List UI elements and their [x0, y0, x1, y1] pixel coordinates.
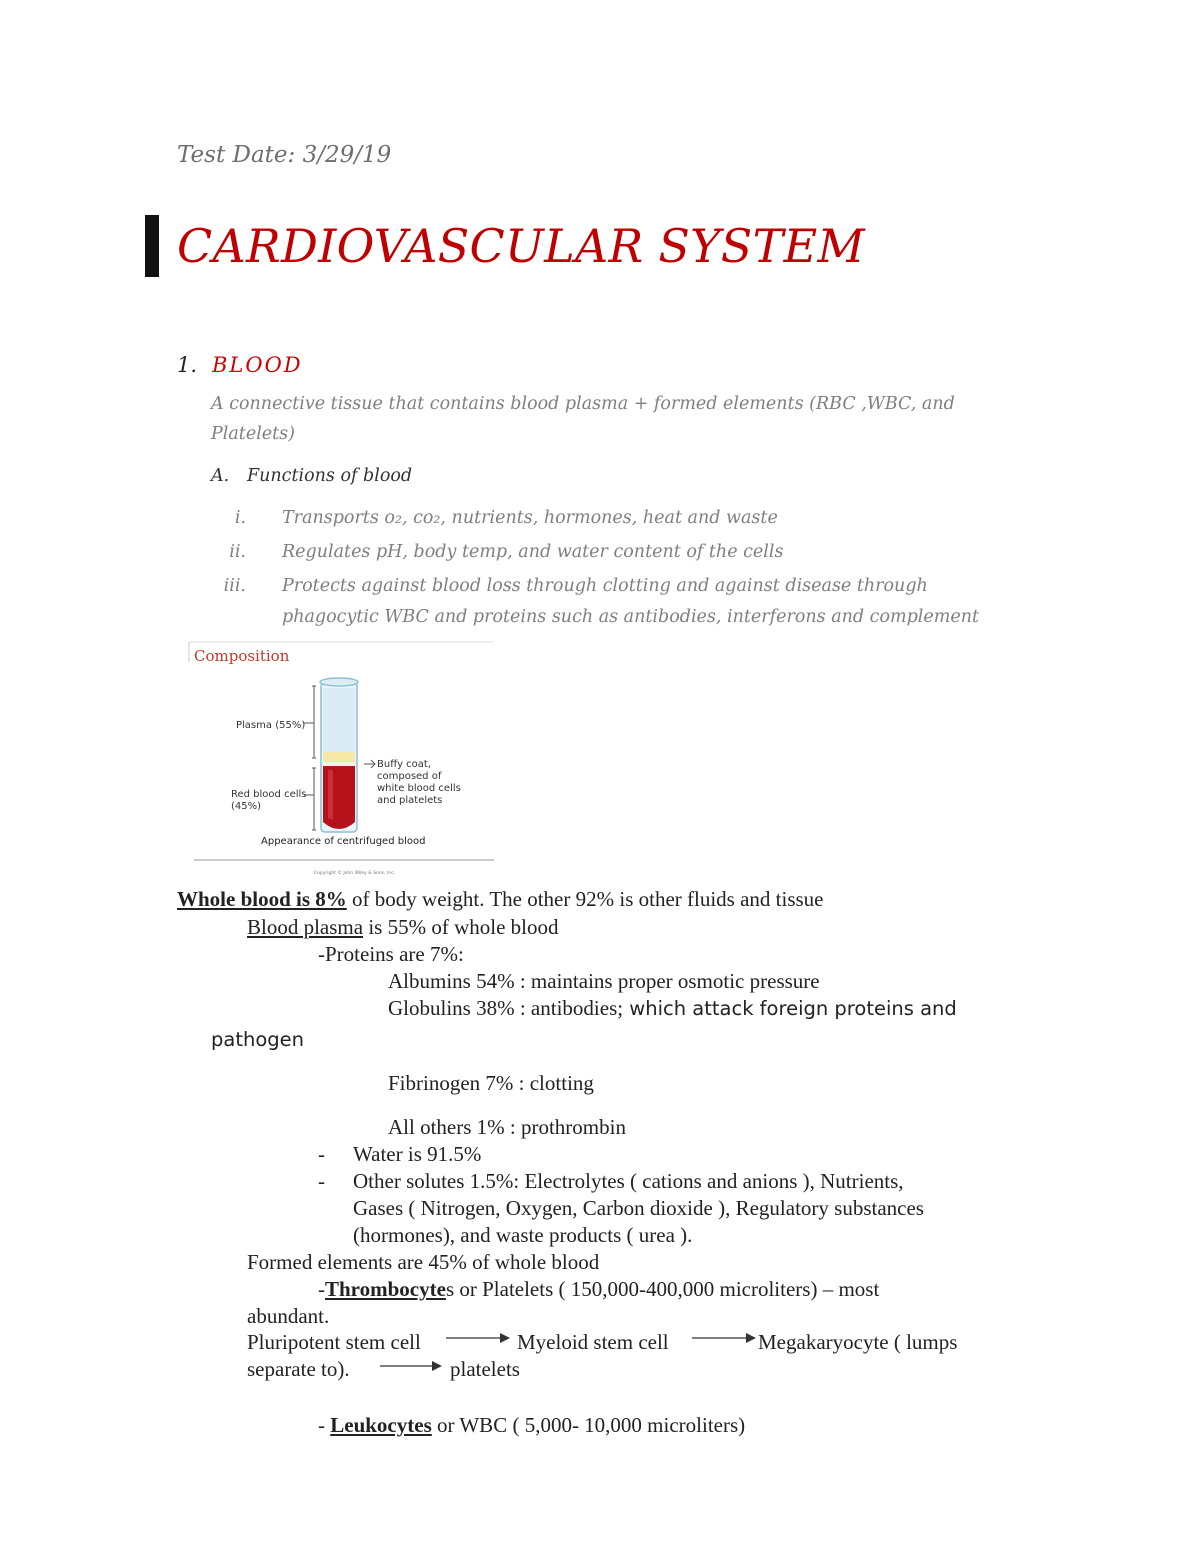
- whole-blood-emphasis: Whole blood is 8%: [177, 887, 347, 911]
- plasma-layer: [323, 688, 355, 758]
- buffy-label: white blood cells: [377, 783, 461, 794]
- buffy-label: and platelets: [377, 795, 443, 806]
- pathway-step: Pluripotent stem cell: [247, 1330, 421, 1354]
- definition-line: A connective tissue that contains blood plasma + formed elements (RBC ,WBC, and: [211, 394, 955, 414]
- thrombocyte-line: [318, 1277, 879, 1302]
- solutes-line: Other solutes 1.5%: Electrolytes ( cations and anions ), Nutrients,: [353, 1169, 904, 1193]
- thrombocyte-term: Thrombocyte: [325, 1277, 446, 1301]
- figure-title: Composition: [194, 647, 290, 665]
- subsection-title: Functions of blood: [247, 466, 413, 486]
- buffy-label: composed of: [377, 771, 442, 782]
- rbc-layer: [323, 766, 355, 829]
- water-line: Water is 91.5%: [353, 1142, 482, 1166]
- bullet-dash: -: [318, 1277, 325, 1301]
- plasma-term: Blood plasma: [247, 915, 364, 939]
- globulins-line: [388, 996, 957, 1021]
- plasma-label: Plasma (55%): [236, 720, 306, 731]
- formed-elements-line: Formed elements are 45% of whole blood: [247, 1250, 600, 1274]
- pathway-step: platelets: [450, 1357, 520, 1381]
- list-number: i.: [234, 508, 246, 528]
- list-item: Transports o₂, co₂, nutrients, hormones, heat and waste: [282, 508, 778, 528]
- figure-caption: Appearance of centrifuged blood: [261, 836, 426, 847]
- arrow-icon: [692, 1330, 758, 1346]
- list-item: Protects against blood loss through clotting and against disease through: [282, 576, 928, 596]
- pathway-step: separate to).: [247, 1357, 350, 1381]
- heading-bar: [145, 215, 159, 277]
- arrow-icon: [446, 1330, 512, 1346]
- plasma-line: [247, 915, 558, 940]
- globulins-text: which attack foreign proteins and: [623, 997, 957, 1020]
- list-number: iii.: [223, 576, 246, 596]
- fibrinogen-line: Fibrinogen 7% : clotting: [388, 1071, 594, 1095]
- rbc-label: Red blood cells: [231, 789, 307, 800]
- proteins-line: -Proteins are 7%:: [318, 942, 464, 966]
- globulins-text: Globulins 38% : antibodies;: [388, 996, 624, 1020]
- list-number: ii.: [229, 542, 246, 562]
- pathway-step: Megakaryocyte ( lumps: [758, 1330, 958, 1354]
- leukocyte-term: Leukocytes: [330, 1413, 432, 1437]
- whole-blood-line: [177, 887, 824, 912]
- albumins-line: Albumins 54% : maintains proper osmotic pressure: [388, 969, 820, 993]
- bullet-dash: -: [318, 1169, 325, 1193]
- pathway-step: Myeloid stem cell: [517, 1330, 669, 1354]
- solutes-line: Gases ( Nitrogen, Oxygen, Carbon dioxide ), Regulatory substances: [353, 1196, 924, 1220]
- figure-credit: Copyright © John Wiley & Sons, Inc.: [314, 871, 395, 876]
- others-line: All others 1% : prothrombin: [388, 1115, 626, 1139]
- subsection-letter: A.: [211, 466, 230, 486]
- solutes-line: (hormones), and waste products ( urea ).: [353, 1223, 693, 1247]
- bullet-dash: -: [318, 1413, 331, 1437]
- plasma-text: is 55% of whole blood: [363, 915, 559, 939]
- globulins-continued: pathogen: [211, 1028, 304, 1051]
- abundant-line: abundant.: [247, 1304, 330, 1328]
- whole-blood-text: of body weight. The other 92% is other fluids and tissue: [346, 887, 824, 911]
- list-item: Regulates pH, body temp, and water content of the cells: [282, 542, 784, 562]
- definition-line: Platelets): [211, 424, 295, 444]
- buffy-coat-layer: [323, 762, 355, 766]
- list-item: phagocytic WBC and proteins such as antibodies, interferons and complement: [282, 607, 980, 627]
- rbc-label: (45%): [231, 801, 262, 812]
- arrow-icon: [380, 1358, 444, 1374]
- section-number: 1.: [177, 353, 198, 377]
- leukocyte-line: [318, 1413, 745, 1438]
- page-title: CARDIOVASCULAR SYSTEM: [177, 219, 865, 273]
- test-date: Test Date: 3/29/19: [177, 142, 392, 168]
- bullet-dash: -: [318, 1142, 325, 1166]
- leukocyte-text: or WBC ( 5,000- 10,000 microliters): [431, 1413, 746, 1437]
- thrombocyte-text: s or Platelets ( 150,000-400,000 microliters) – most: [445, 1277, 880, 1301]
- section-title: BLOOD: [212, 353, 303, 377]
- buffy-label: Buffy coat,: [377, 759, 432, 770]
- blood-composition-figure: [188, 640, 496, 878]
